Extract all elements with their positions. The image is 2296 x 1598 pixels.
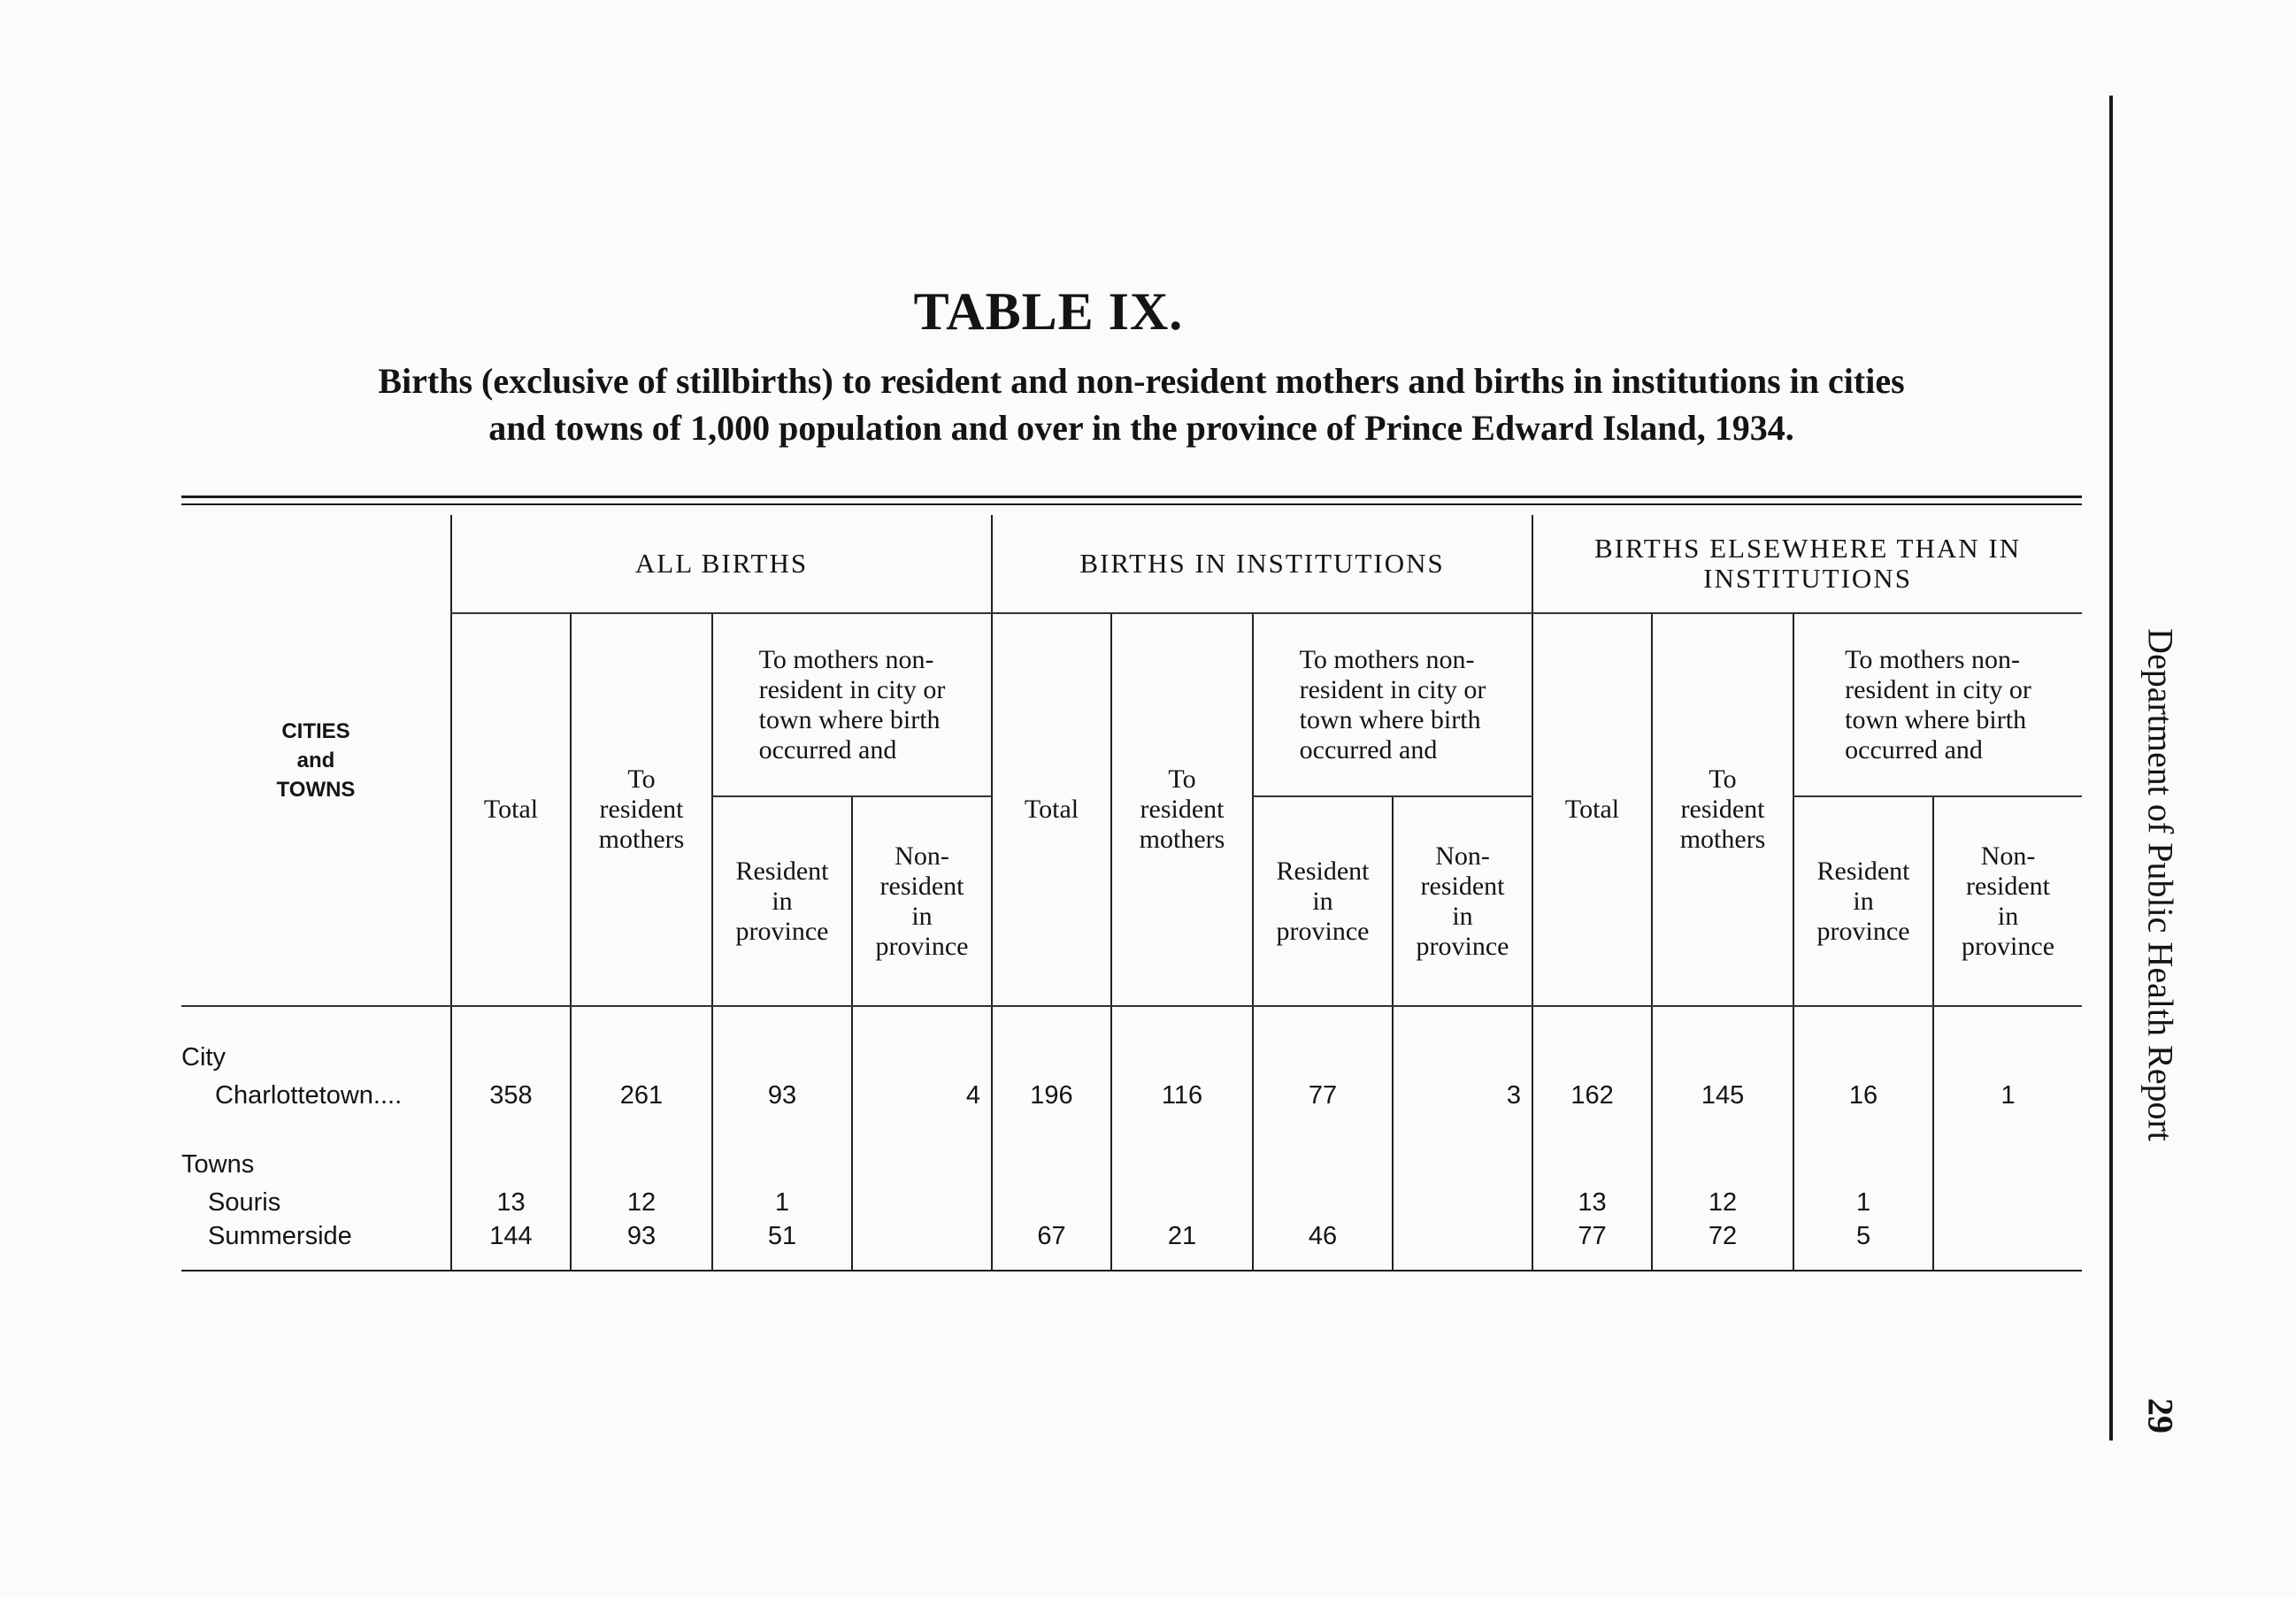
stub-header [181, 515, 451, 1006]
cell-value: 21 [1111, 1221, 1253, 1271]
cell-value: 46 [1253, 1221, 1393, 1271]
col-total: Total [451, 613, 571, 1006]
page-number: 29 [2140, 1398, 2181, 1433]
resident-line: Resident [1276, 856, 1370, 886]
nonresident-prov-line: Non- [1980, 841, 2036, 871]
cell-value [1933, 1221, 2082, 1271]
col-to-resident-line: mothers [1679, 825, 1766, 854]
col-resident-in-province [712, 796, 852, 1006]
cell-value: 51 [712, 1221, 852, 1271]
births-table-wrapper [181, 496, 2082, 1252]
nonresident-prov-line: province [1962, 931, 2055, 961]
col-resident-in-province [1253, 796, 1393, 1006]
nonresident-line: town where birth [1299, 704, 1481, 734]
table-row [181, 1076, 2082, 1114]
caption-line-1: Births (exclusive of stillbirths) to resident and non-resident mothers and births in institutions in cities [378, 361, 1905, 401]
col-to-resident-line: To [627, 764, 656, 794]
section-row-towns [181, 1145, 2082, 1183]
col-to-resident [1111, 613, 1253, 1006]
col-nonresident-group [1793, 613, 2082, 796]
table-caption [190, 357, 2093, 451]
resident-line: province [735, 916, 829, 946]
caption-line-2: and towns of 1,000 population and over in the province of Prince Edward Island, 1934. [488, 408, 1794, 448]
nonresident-line: To mothers non- [1845, 644, 2021, 674]
row-name: Charlottetown.... [215, 1080, 403, 1110]
cell-value: 93 [571, 1221, 712, 1271]
table-title: TABLE IX. [913, 282, 1184, 341]
cell-value: 4 [852, 1076, 992, 1114]
resident-line: Resident [1816, 856, 1910, 886]
row-name: Souris [208, 1187, 281, 1217]
top-rule [181, 496, 2082, 498]
cell-value [992, 1183, 1111, 1221]
subheader-row [181, 613, 2082, 796]
group-births-elsewhere: BIRTHS ELSEWHERE THAN IN INSTITUTIONS [1532, 515, 2082, 613]
col-total: Total [1532, 613, 1652, 1006]
col-to-resident-line: To [1709, 764, 1737, 794]
group-all-births: ALL BIRTHS [451, 515, 992, 613]
cell-value [852, 1183, 992, 1221]
nonresident-line: town where birth [1845, 704, 2027, 734]
cell-value: 1 [1793, 1183, 1933, 1221]
cell-value [852, 1221, 992, 1271]
sidebar-rule [2109, 96, 2113, 1441]
nonresident-prov-line: resident [1420, 871, 1505, 901]
resident-line: province [1276, 916, 1370, 946]
resident-line: province [1816, 916, 1910, 946]
nonresident-line: occurred and [1845, 734, 1983, 764]
cell-value: 261 [571, 1076, 712, 1114]
cell-value [1393, 1183, 1532, 1221]
col-to-resident-line: resident [1140, 795, 1225, 824]
cell-value: 162 [1532, 1076, 1652, 1114]
section-row-city [181, 1038, 2082, 1076]
running-head-text: Department of Public Health Report [2140, 628, 2181, 1141]
cell-value [1393, 1221, 1532, 1271]
cell-value: 5 [1793, 1221, 1933, 1271]
col-to-resident-line: mothers [1139, 825, 1225, 854]
cell-value [1933, 1183, 2082, 1221]
nonresident-line: To mothers non- [1299, 644, 1475, 674]
stub-header-line: CITIES [281, 718, 350, 743]
col-resident-in-province [1793, 796, 1933, 1006]
nonresident-prov-line: in [1997, 901, 2019, 931]
col-nonresident-group [1253, 613, 1532, 796]
table-row [181, 1183, 2082, 1221]
cell-value: 116 [1111, 1076, 1253, 1114]
nonresident-line: resident in city or [758, 674, 946, 704]
row-name: Summerside [181, 1221, 451, 1271]
cell-value [1253, 1183, 1393, 1221]
cell-value [1111, 1183, 1253, 1221]
cell-value: 358 [451, 1076, 571, 1114]
cell-value: 1 [712, 1183, 852, 1221]
cell-value: 3 [1393, 1076, 1532, 1114]
cell-value: 12 [571, 1183, 712, 1221]
cell-value: 196 [992, 1076, 1111, 1114]
group-births-in-institutions: BIRTHS IN INSTITUTIONS [992, 515, 1532, 613]
nonresident-line: resident in city or [1845, 674, 2031, 704]
cell-value: 1 [1933, 1076, 2082, 1114]
nonresident-line: To mothers non- [758, 644, 934, 674]
group-header-row [181, 515, 2082, 613]
cell-value: 144 [451, 1221, 571, 1271]
nonresident-prov-line: resident [879, 871, 964, 901]
nonresident-line: occurred and [1299, 734, 1438, 764]
spacer-row [181, 1114, 2082, 1145]
nonresident-line: town where birth [758, 704, 941, 734]
col-to-resident-line: mothers [598, 825, 685, 854]
col-nonresident-group [712, 613, 992, 796]
cell-value: 72 [1652, 1221, 1793, 1271]
table-row [181, 1221, 2082, 1271]
col-nonresident-in-province [852, 796, 992, 1006]
nonresident-line: resident in city or [1299, 674, 1486, 704]
resident-line: in [1312, 886, 1333, 916]
cell-value: 13 [451, 1183, 571, 1221]
stub-header-line: and [296, 748, 335, 772]
nonresident-prov-line: Non- [1435, 841, 1490, 871]
cell-value: 12 [1652, 1183, 1793, 1221]
nonresident-line: occurred and [758, 734, 897, 764]
col-to-resident-line: resident [599, 795, 684, 824]
cell-value: 13 [1532, 1183, 1652, 1221]
section-label-towns: Towns [181, 1149, 255, 1179]
resident-line: in [1853, 886, 1874, 916]
col-nonresident-in-province [1933, 796, 2082, 1006]
resident-line: Resident [735, 856, 829, 886]
nonresident-prov-line: province [1416, 931, 1509, 961]
nonresident-prov-line: Non- [895, 841, 949, 871]
nonresident-prov-line: province [875, 931, 969, 961]
col-to-resident [571, 613, 712, 1006]
cell-value: 93 [712, 1076, 852, 1114]
cell-value: 67 [992, 1221, 1111, 1271]
col-to-resident-line: resident [1680, 795, 1765, 824]
col-nonresident-in-province [1393, 796, 1532, 1006]
cell-value: 145 [1652, 1076, 1793, 1114]
col-total: Total [992, 613, 1111, 1006]
stub-header-line: TOWNS [276, 777, 356, 802]
spacer-row [181, 1006, 2082, 1038]
nonresident-prov-line: in [1452, 901, 1473, 931]
col-to-resident [1652, 613, 1793, 1006]
col-to-resident-line: To [1168, 764, 1196, 794]
resident-line: in [772, 886, 793, 916]
births-table [181, 515, 2082, 1271]
section-label-city: City [181, 1042, 226, 1072]
top-rule-thin [181, 503, 2082, 505]
cell-value: 77 [1532, 1221, 1652, 1271]
nonresident-prov-line: in [911, 901, 933, 931]
nonresident-prov-line: resident [1966, 871, 2051, 901]
cell-value: 77 [1253, 1076, 1393, 1114]
cell-value: 16 [1793, 1076, 1933, 1114]
